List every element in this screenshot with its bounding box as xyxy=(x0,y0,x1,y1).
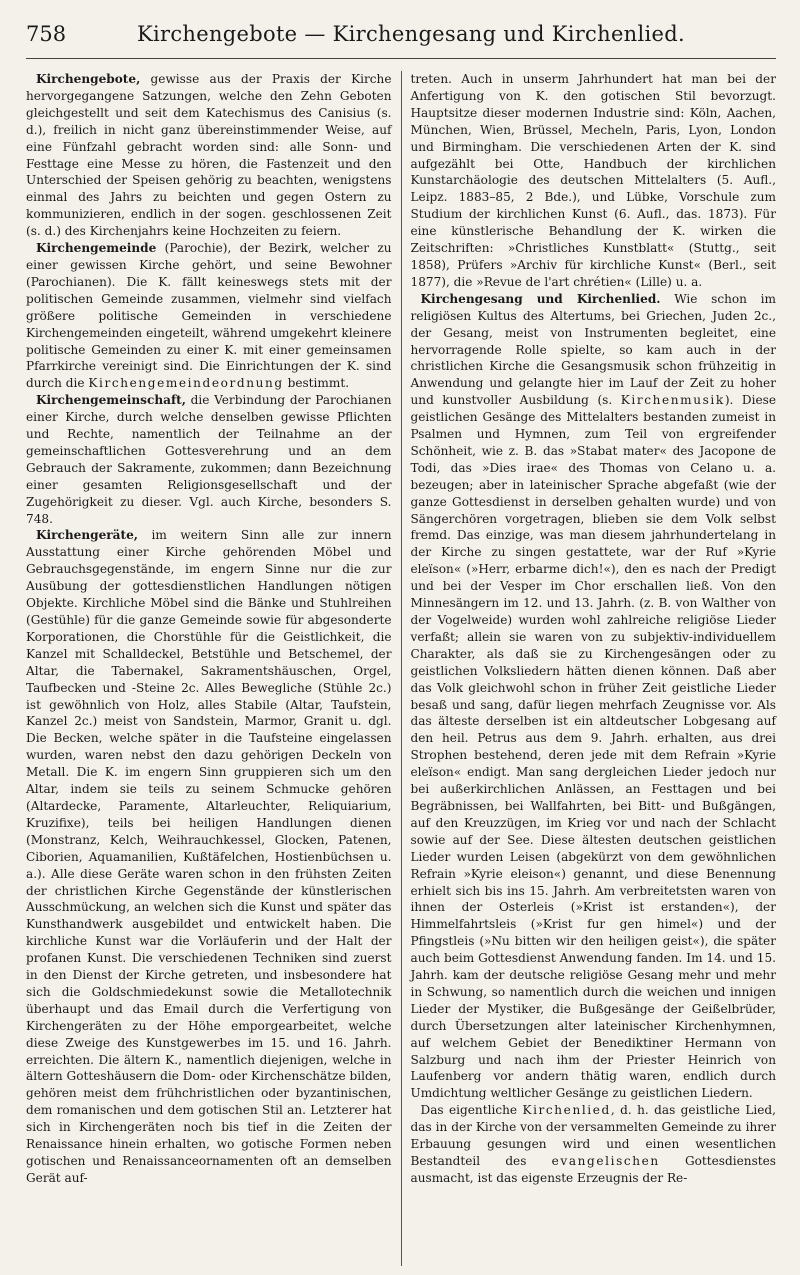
entry-lemma: Kirchengesang und Kirchenlied. xyxy=(420,291,661,306)
entry-kirchengesang xyxy=(411,291,777,1103)
cross-reference: Kirchengemeindeordnung xyxy=(88,376,284,391)
text-columns xyxy=(26,71,776,1266)
entry-kirchengemeinde xyxy=(26,240,392,392)
entry-text: treten. Auch in unserm Jahrhundert hat man bei der Anfertigung von K. den gotischen Stil bevorzugt. Hauptsitze dieser modernen Industrie sind: Köln, Aachen, München, Wien, Brüssel, Mecheln, Paris, Lyon, London und Birmingham. Die verschiedenen Arten der K. sind aufgezählt bei Otte, Handbuch der kirchlichen Kunstarchäologie des deutschen Mittelalters (5. Aufl., Leipz. 1883–85, 2 Bde.), und Lübke, Vorschule zum Studium der kirchlichen Kunst (6. Aufl., das. 1873). Für eine künstlerische Behandlung der K. wirken die Zeitschriften: »Christliches Kunstblatt« (Stuttg., seit 1858), Prüfers »Archiv für kirchliche Kunst« (Berl., seit 1877), die »Revue de l'art chrétien« (Lille) u. a. xyxy=(410,72,776,289)
entry-text: Das eigentliche xyxy=(420,1103,523,1118)
entry-kirchengeraete xyxy=(26,527,392,1186)
entry-lemma: Kirchengemeinschaft, xyxy=(36,393,186,408)
entry-text: bestimmt. xyxy=(283,376,350,391)
cross-reference: Kirchenmusik xyxy=(620,393,725,408)
column-divider xyxy=(401,71,402,1266)
entry-text: Gottesdienstes ausmacht, ist das eigenste Erzeugnis der Re- xyxy=(410,1154,777,1185)
emphasized-term: evangelischen xyxy=(551,1154,660,1168)
entry-text: Wie schon im religiösen Kultus des Altertums, bei Griechen, Juden 2c., der Gesang, meist von Instrumenten begleitet, eine hervorragende Rolle spielte, so kam auch in der christlichen Kirche die Gesangsmusik schon frühzeitig in Anwendung und gelangte hier im Lauf der Zeit zu hoher und kunstvoller Ausbildung (s. xyxy=(410,291,776,408)
entry-kirchengebote xyxy=(26,71,392,240)
left-column xyxy=(26,71,392,1187)
entry-text: gewisse aus der Praxis der Kirche hervorgegangene Satzungen, welche den Zehn Geboten gleichgestellt und seit dem Katechismus des Canisius (s. d.), freilich in nicht ganz übereinstimmender Weise, auf eine Fünfzahl gebracht worden sind: alle Sonn- und Festtage eine Messe zu hören, die Fastenzeit und den Unterschied der Speisen gehörig zu beachten, wenigstens einmal des Jahrs zu beichten und gegen Ostern zu kommunizieren, endlich in der sogen. geschlossenen Zeit (s. d.) des Kirchenjahrs keine Hochzeiten zu feiern. xyxy=(26,72,392,239)
entry-kirchengeraete-continued xyxy=(411,71,777,291)
right-column xyxy=(411,71,777,1187)
running-title: Kirchengebote — Kirchengesang und Kirchenlied. xyxy=(137,22,685,46)
entry-lemma: Kirchengebote, xyxy=(36,72,141,86)
entry-lemma: Kirchengemeinde xyxy=(36,241,157,256)
page-number: 758 xyxy=(26,22,67,46)
entry-text: (Parochie), der Bezirk, welcher zu einer gewissen Kirche gehört, und seine Bewohner (Parochianen). Die K. fällt keineswegs stets mit der politischen Gemeinde zusammen, vielmehr sind vielfach größere politische Gemeinden in verschiedene Kirchengemeinden eingeteilt, während umgekehrt kleinere politische Gemeinden zu einer K. mit einer gemeinsamen Pfarrkirche vereinigt sind. Die Einrichtungen der K. sind durch die xyxy=(26,241,392,391)
emphasized-term: Kirchenlied xyxy=(522,1103,611,1118)
page-header xyxy=(26,22,776,59)
entry-text: im weitern Sinn alle zur innern Ausstattung einer Kirche gehörenden Möbel und Gebrauchsgegenstände, im engern Sinne nur die zur Ausübung der gottesdienstlichen Handlungen nötigen Objekte. Kirchliche Möbel sind die Bänke und Stuhlreihen (Gestühle) für die ganze Gemeinde sowie für abgesonderte Korporationen, die Chorstühle für die Geistlichkeit, die Kanzel mit Schalldeckel, Betstühle und Betschemel, der Altar, die Tabernakel, Sakramentshäuschen, Orgel, Taufbecken und -Steine 2c. Alles Bewegliche (Stühle 2c.) ist gewöhnlich von Holz, alles Stabile (Altar, Taufstein, Kanzel 2c.) meist von Sandstein, Marmor, Granit u. dgl. Die Becken, welche später in die Taufsteine eingelassen wurden, waren nebst den dazu gehörigen Deckeln von Metall. Die K. im engern Sinn gruppieren sich um den Altar, indem sie teils zu seinem Schmucke gehören (Altardecke, Paramente, Altarleuchter, Reliquiarium, Kruzifixe), teils bei heiligen Handlungen dienen (Monstranz, Kelch, Weihrauchkessel, Glocken, Patenen, Ciborien, Aquamanilien, Kußtäfelchen, Hostienbüchsen u. a.). Alle diese Geräte waren schon in den frühsten Zeiten der christlichen Kirche Gegenstände der künstlerischen Ausschmückung, an welchen sich die Kunst und später das Kunsthandwerk ausgebildet und entwickelt haben. Die kirchliche Kunst war die Vorläuferin und der Halt der profanen Kunst. Die verschiedenen Techniken sind zuerst in den Dienst der Kirche getreten, und insbesondere hat sich die Goldschmiedekunst sowie die Metallotechnik überhaupt und das Email durch die Verfertigung von Kirchengeräten zu der Höhe emporgearbeitet, welche diese Zweige des Kunstgewerbes im 15. und 16. Jahrh. erreichten. Die ältern K., namentlich diejenigen, welche in ältern Gotteshäusern die Dom- oder Kirchenschätze bilden, gehören meist dem frühchristlichen oder byzantinischen, dem romanischen und dem gotischen Stil an. Letzterer hat sich in Kirchengeräten noch bis tief in die Zeiten der Renaissance hinein erhalten, wo gotische Formen neben gotischen und Renaissanceornamenten oft an demselben Gerät auf- xyxy=(26,528,392,1185)
paragraph-kirchenlied xyxy=(411,1102,777,1187)
entry-lemma: Kirchengeräte, xyxy=(36,528,138,543)
entry-text: die Verbindung der Parochianen einer Kirche, durch welche denselben gewisse Pflichten und Rechte, namentlich der Teilnahme an der gemeinschaftlichen Gottesverehrung und an dem Gebrauch der Sakramente, zukommen; dann Bezeichnung einer gesamten Religionsgesellschaft und der Zugehörigkeit zu dieser. Vgl. auch Kirche, besonders S. 748. xyxy=(26,393,392,526)
entry-text: ). Diese geistlichen Gesänge des Mittelalters bestanden zumeist in Psalmen und Hymnen, zum Teil von ergreifender Schönheit, wie z. B. das »Stabat mater« des Jacopone de Todi, das »Dies irae« des Thomas von Celano u. a. bezeugen; aber in lateinischer Sprache abgefaßt (wie der ganze Gottesdienst in derselben gehalten wurde) und von Sängerchören vorgetragen, blieben sie dem Volk selbst fremd. Das einzige, was man diesem jahrhundertelang in der Kirche zu singen gestattete, war der Ruf »Kyrie eleïson« (»Herr, erbarme dich!«), den es nach der Predigt und bei der Vesper im Chor erschallen ließ. Von den Minnesängern im 12. und 13. Jahrh. (z. B. von Walther von der Vogelweide) wurden wohl zahlreiche religiöse Lieder verfaßt; allein sie waren von zu subjektiv-individuellem Charakter, als daß sie zu Kirchengesängen oder zu geistlichen Volksliedern hätten dienen können. Daß aber das Volk gleichwohl schon in früher Zeit geistliche Lieder besaß und sang, dafür liegen mehrfach Zeugnisse vor. Als das älteste derselben ist ein altdeutscher Lobgesang auf den heil. Petrus aus dem 9. Jahrh. erhalten, aus drei Strophen bestehend, deren jede mit dem Refrain »Kyrie eleïson« endigt. Man sang dergleichen Lieder jedoch nur bei außerkirchlichen Anlässen, an Festtagen und bei Begräbnissen, bei Wallfahrten, bei Bitt- und Bußgängen, auf den Kreuzzügen, im Krieg vor und nach der Schlacht sowie auf der See. Diese ältesten deutschen geistlichen Lieder wurden Leisen (abgekürzt von dem gewöhnlichen Refrain »Kyrie eleison«) genannt, und diese Benennung erhielt sich bis ins 15. Jahrh. Am verbreitetsten waren von ihnen der Osterleis (»Krist ist erstanden«), der Himmelfahrtsleis (»Krist fur gen himel«) und der Pfingstleis (»Nu bitten wir den heiligen geist«), die später auch beim Gottesdienst Anwendung fanden. Im 14. und 15. Jahrh. kam der deutsche religiöse Gesang mehr und mehr in Schwung, so namentlich durch die weichen und innigen Lieder der Mystiker, die Bußgesänge der Geißelbrüder, durch Übersetzungen alter lateinischer Kirchenhymnen, auf welchem Gebiet der Benediktiner Hermann von Salzburg und nach ihm der Priester Heinrich von Laufenberg vor andern thätig waren, endlich durch Umdichtung weltlicher Gesänge zu geistlichen Liedern. xyxy=(410,393,776,1101)
entry-text: , d. h. das geistliche Lied, das in der Kirche von der versammelten Gemeinde zu ihrer Erbauung gesungen wird und einen wesentlichen Bestandteil des xyxy=(410,1103,776,1168)
entry-kirchengemeinschaft xyxy=(26,392,392,527)
